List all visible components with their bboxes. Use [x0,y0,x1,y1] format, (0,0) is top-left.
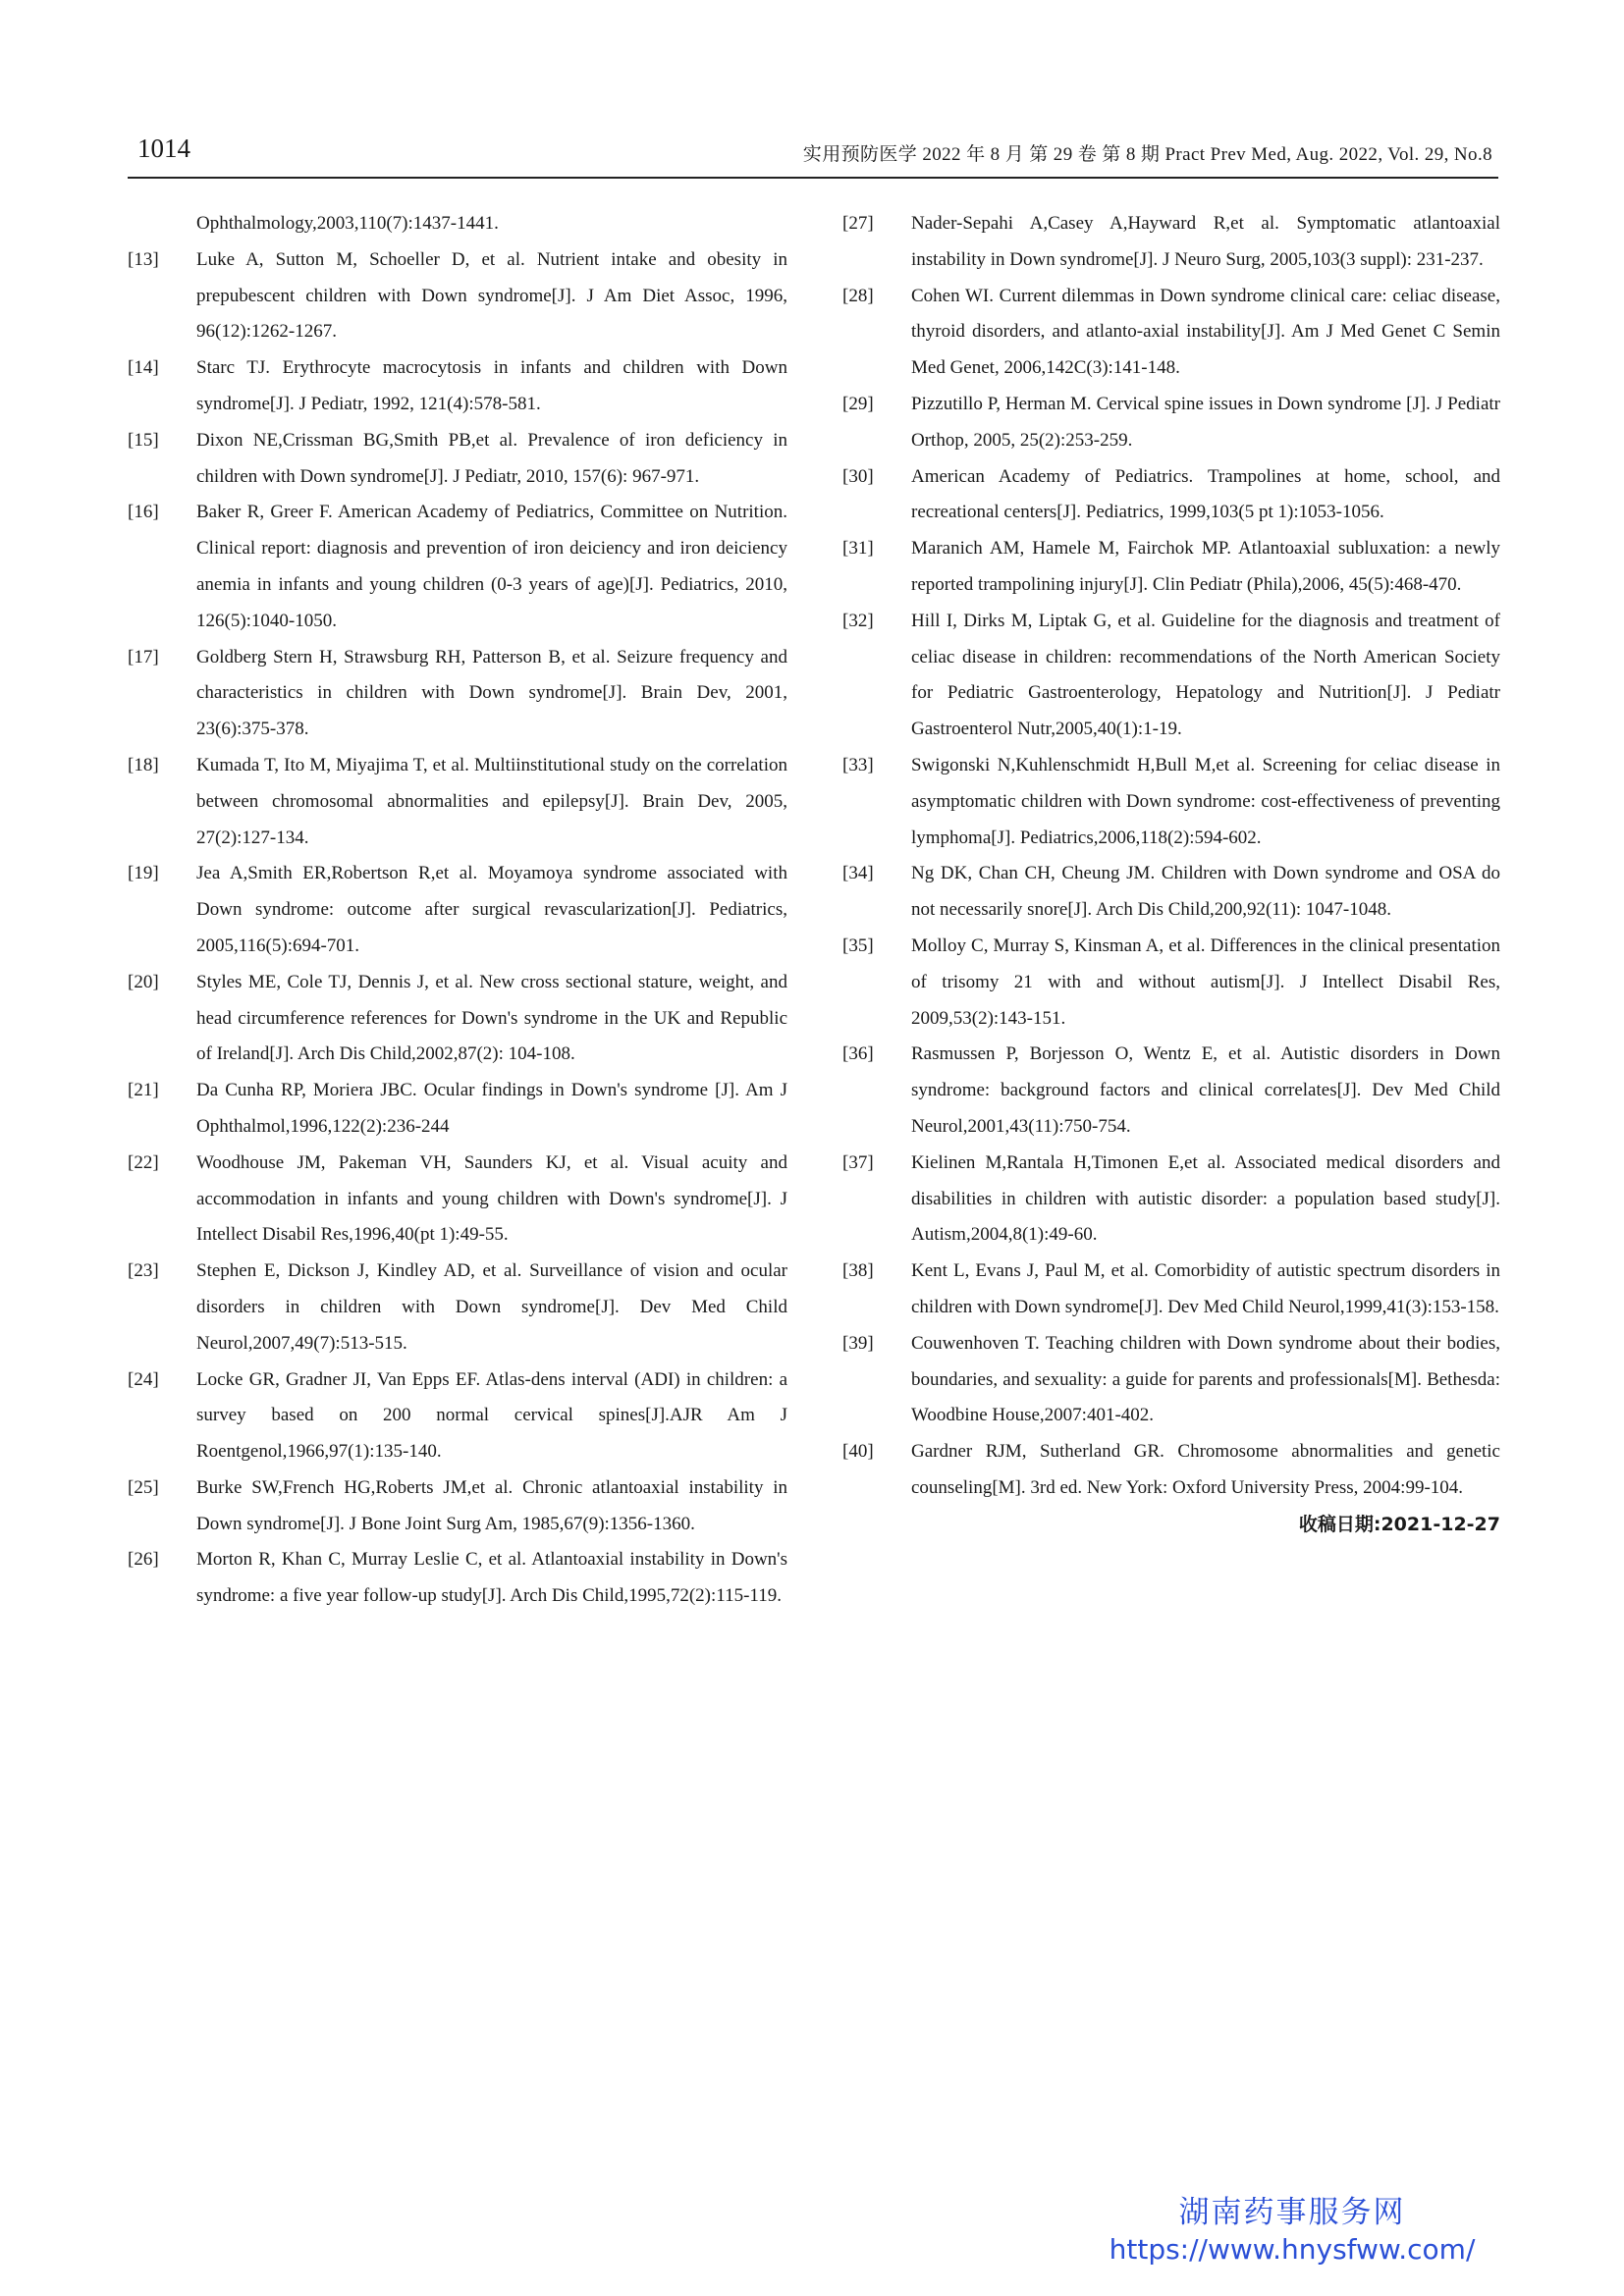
reference-column-right [842,206,1500,1542]
reference-number: [17] [128,646,159,667]
reference-item [128,495,787,639]
reference-number: [33] [842,754,874,775]
reference-text: Stephen E, Dickson J, Kindley AD, et al. Surveillance of vision and ocular disorders in children with Down syndrome[J]. Dev Med Child Neurol,2007,49(7):513-515. [196,1260,787,1354]
reference-number: [23] [128,1260,159,1282]
reference-text: Pizzutillo P, Herman M. Cervical spine issues in Down syndrome [J]. J Pediatr Orthop, 2005, 25(2):253-259. [911,393,1500,451]
reference-item [842,1326,1500,1434]
reference-text: Woodhouse JM, Pakeman VH, Saunders KJ, et al. Visual acuity and accommodation in infants and young children with Down's syndrome[J]. J Intellect Disabil Res,1996,40(pt 1):49-55. [196,1151,787,1246]
reference-number: [20] [128,971,159,992]
reference-number: [21] [128,1080,159,1101]
reference-text: Rasmussen P, Borjesson O, Wentz E, et al. Autistic disorders in Down syndrome: background factors and clinical correlates[J]. Dev Med Child Neurol,2001,43(11):750-754. [911,1043,1500,1137]
reference-number: [27] [842,213,874,234]
reference-item [128,1362,787,1470]
reference-item [842,206,1500,279]
reference-text: Molloy C, Murray S, Kinsman A, et al. Differences in the clinical presentation of trisomy 21 with and without autism[J]. J Intellect Disabil Res, 2009,53(2):143-151. [911,934,1500,1029]
reference-number: [40] [842,1441,874,1463]
reference-number: [30] [842,465,874,487]
reference-item [128,1470,787,1543]
reference-item [128,242,787,350]
reference-number: [16] [128,502,159,523]
reference-number: [29] [842,393,874,414]
watermark-url[interactable]: https://www.hnysfww.com/ [1109,2233,1476,2266]
reference-item [128,640,787,748]
reference-number: [22] [128,1151,159,1173]
received-date: 收稿日期:2021-12-27 [1298,1513,1500,1535]
reference-item [128,856,787,964]
reference-text: Da Cunha RP, Moriera JBC. Ocular findings in Down's syndrome [J]. Am J Ophthalmol,1996,122(2):236-244 [196,1080,787,1137]
reference-item [128,1542,787,1615]
reference-number: [13] [128,248,159,270]
reference-number: [28] [842,285,874,306]
reference-number: [34] [842,863,874,884]
reference-text: Burke SW,French HG,Roberts JM,et al. Chronic atlantoaxial instability in Down syndrome[J]. J Bone Joint Surg Am, 1985,67(9):1356-1360. [196,1476,787,1534]
reference-text: Jea A,Smith ER,Robertson R,et al. Moyamoya syndrome associated with Down syndrome: outcome after surgical revascularization[J]. Pediatrics, 2005,116(5):694-701. [196,863,787,956]
watermark-site-name: 湖南药事服务网 [1178,2195,1406,2230]
reference-text: Kent L, Evans J, Paul M, et al. Comorbidity of autistic spectrum disorders in children with Down syndrome[J]. Dev Med Child Neurol,1999,41(3):153-158. [911,1260,1500,1317]
reference-text: Couwenhoven T. Teaching children with Down syndrome about their bodies, boundaries, and sexuality: a guide for parents and professionals[M]. Bethesda: Woodbine House,2007:401-402. [911,1332,1500,1426]
reference-text: Dixon NE,Crissman BG,Smith PB,et al. Prevalence of iron deficiency in children with Down syndrome[J]. J Pediatr, 2010, 157(6): 967-971. [196,429,787,487]
reference-item [842,856,1500,929]
watermark [1066,2195,1518,2268]
reference-text: American Academy of Pediatrics. Trampolines at home, school, and recreational centers[J]. Pediatrics, 1999,103(5 pt 1):1053-1056. [911,465,1500,523]
reference-item [128,1254,787,1362]
journal-citation: 实用预防医学 2022 年 8 月 第 29 卷 第 8 期 Pract Prev Med, Aug. 2022, Vol. 29, No.8 [802,144,1492,165]
reference-item [842,459,1500,532]
reference-item [128,965,787,1073]
reference-item [842,1146,1500,1254]
page-header [128,130,1498,179]
reference-item [842,279,1500,387]
reference-continuation: Ophthalmology,2003,110(7):1437-1441. [196,213,499,234]
reference-item [842,387,1500,459]
reference-text: Goldberg Stern H, Strawsburg RH, Patterson B, et al. Seizure frequency and characteristics in children with Down syndrome[J]. Brain Dev, 2001, 23(6):375-378. [196,646,787,740]
reference-number: [26] [128,1549,159,1571]
reference-item [128,1073,787,1146]
reference-number: [31] [842,538,874,560]
reference-number: [15] [128,429,159,451]
reference-text: Baker R, Greer F. American Academy of Pediatrics, Committee on Nutrition. Clinical report: diagnosis and prevention of iron deiciency and iron deiciency anemia in infants and young children (0-3 years of age)[J]. Pediatrics, 2010, 126(5):1040-1050. [196,502,787,631]
reference-text: Morton R, Khan C, Murray Leslie C, et al. Atlantoaxial instability in Down's syndrome: a five year follow-up study[J]. Arch Dis Child,1995,72(2):115-119. [196,1549,787,1607]
reference-item [842,929,1500,1037]
reference-number: [24] [128,1368,159,1390]
reference-item [842,1434,1500,1507]
reference-text: Cohen WI. Current dilemmas in Down syndrome clinical care: celiac disease, thyroid disorders, and atlanto-axial instability[J]. Am J Med Genet C Semin Med Genet, 2006,142C(3):141-148. [911,285,1500,379]
reference-text: Kumada T, Ito M, Miyajima T, et al. Multiinstitutional study on the correlation between chromosomal abnormalities and epilepsy[J]. Brain Dev, 2005, 27(2):127-134. [196,754,787,848]
reference-number: [32] [842,610,874,631]
reference-text: Kielinen M,Rantala H,Timonen E,et al. Associated medical disorders and disabilities in children with autistic disorder: a population based study[J]. Autism,2004,8(1):49-60. [911,1151,1500,1246]
reference-text: Gardner RJM, Sutherland GR. Chromosome abnormalities and genetic counseling[M]. 3rd ed. New York: Oxford University Press, 2004:99-104. [911,1441,1500,1498]
reference-item [128,1146,787,1254]
reference-item [842,1254,1500,1326]
reference-number: [19] [128,863,159,884]
reference-text: Luke A, Sutton M, Schoeller D, et al. Nutrient intake and obesity in prepubescent children with Down syndrome[J]. J Am Diet Assoc, 1996, 96(12):1262-1267. [196,248,787,343]
reference-text: Nader-Sepahi A,Casey A,Hayward R,et al. Symptomatic atlantoaxial instability in Down syndrome[J]. J Neuro Surg, 2005,103(3 suppl): 231-237. [911,213,1500,270]
reference-number: [38] [842,1260,874,1282]
reference-item [842,531,1500,604]
reference-text: Hill I, Dirks M, Liptak G, et al. Guideline for the diagnosis and treatment of celiac disease in children: recommendations of the North American Society for Pediatric Gastroenterology, Hepatology and Nutrition[J]. J Pediatr Gastroenterol Nutr,2005,40(1):1-19. [911,610,1500,740]
reference-number: [25] [128,1476,159,1498]
reference-item [128,350,787,423]
reference-number: [36] [842,1043,874,1065]
reference-number: [35] [842,934,874,956]
reference-text: Swigonski N,Kuhlenschmidt H,Bull M,et al. Screening for celiac disease in asymptomatic children with Down syndrome: cost-effectiveness of preventing lymphoma[J]. Pediatrics,2006,118(2):594-602. [911,754,1500,848]
reference-item [842,1037,1500,1145]
reference-text: Ng DK, Chan CH, Cheung JM. Children with Down syndrome and OSA do not necessarily snore[J]. Arch Dis Child,200,92(11): 1047-1048. [911,863,1500,921]
reference-number: [18] [128,754,159,775]
page-number: 1014 [137,133,190,163]
reference-column-left [128,206,787,1615]
reference-number: [37] [842,1151,874,1173]
reference-text: Styles ME, Cole TJ, Dennis J, et al. New cross sectional stature, weight, and head circumference references for Down's syndrome in the UK and Republic of Ireland[J]. Arch Dis Child,2002,87(2): 104-108. [196,971,787,1065]
reference-item [128,748,787,856]
reference-text: Maranich AM, Hamele M, Fairchok MP. Atlantoaxial subluxation: a newly reported trampolining injury[J]. Clin Pediatr (Phila),2006, 45(5):468-470. [911,538,1500,595]
reference-text: Locke GR, Gradner JI, Van Epps EF. Atlas-dens interval (ADI) in children: a survey based on 200 normal cervical spines[J].AJR Am J Roentgenol,1966,97(1):135-140. [196,1368,787,1463]
reference-number: [14] [128,357,159,379]
reference-item [842,748,1500,856]
reference-item [842,604,1500,748]
reference-number: [39] [842,1332,874,1354]
reference-text: Starc TJ. Erythrocyte macrocytosis in infants and children with Down syndrome[J]. J Pediatr, 1992, 121(4):578-581. [196,357,787,414]
reference-item [128,423,787,496]
